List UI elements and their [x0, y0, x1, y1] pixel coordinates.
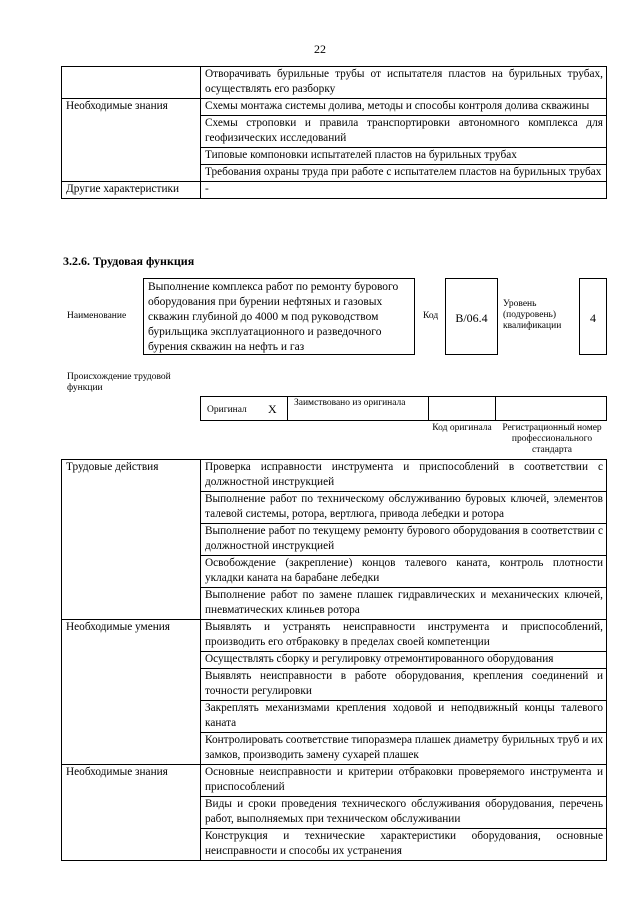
row-text: Освобождение (закрепление) концов талевого каната, контроль плотности укладки каната на барабане лебедки — [201, 556, 607, 588]
level-value: 4 — [579, 278, 607, 355]
row-text: Проверка исправности инструмента и приспособлений в соответствии с должностной инструкцией — [201, 460, 607, 492]
table-row — [62, 99, 607, 116]
table-row — [62, 67, 607, 99]
row-text: Выявлять и устранять неисправности инструмента и приспособлений, производить его отбраковку в пределах своей компетенции — [201, 620, 607, 652]
table-row — [62, 460, 607, 492]
section-heading: 3.2.6. Трудовая функция — [63, 254, 195, 268]
row-text: Схемы строповки и правила транспортировки автономного комплекса для геофизических исследований — [201, 116, 607, 148]
row-text: Выполнение работ по техническому обслуживанию буровых ключей, элементов талевой системы, ротора, вертлюга, привода лебедки и ротора — [201, 492, 607, 524]
row-text: Выполнение работ по замене плашек гидравлических и механических ключей, пневматических клиньев ротора — [201, 588, 607, 620]
row-text: Виды и сроки проведения технического обслуживания оборудования, перечень работ, выполняемых при техническом обслуживании — [201, 797, 607, 829]
table-row — [62, 765, 607, 797]
reg-number-caption: Регистрационный номер профессионального стандарта — [502, 423, 602, 455]
row-text: Основные неисправности и критерии отбраковки проверяемого инструмента и приспособлений — [201, 765, 607, 797]
row-text: Типовые компоновки испытателей пластов на бурильных трубах — [201, 148, 607, 165]
group-label: Трудовые действия — [62, 460, 201, 620]
row-label — [62, 67, 201, 99]
table-row — [62, 182, 607, 199]
row-text: Закреплять механизмами крепления ходовой и неподвижный концы талевого каната — [201, 701, 607, 733]
row-text: Выполнение работ по текущему ремонту бурового оборудования в соответствии с должностной инструкцией — [201, 524, 607, 556]
borrowed-cell: Заимствовано из оригинала — [287, 396, 429, 421]
group-label: Необходимые знания — [62, 765, 201, 861]
name-label: Наименование — [67, 311, 127, 321]
code-original-cell — [428, 396, 496, 421]
original-mark: X — [268, 402, 277, 416]
row-text: Выявлять неисправности в работе оборудования, крепления соединений и точности регулировки — [201, 669, 607, 701]
top-table — [61, 66, 607, 199]
reg-number-cell — [495, 396, 607, 421]
group-label: Необходимые умения — [62, 620, 201, 765]
code-original-caption: Код оригинала — [432, 423, 492, 433]
origin-label: Происхождение трудовой функции — [67, 372, 171, 393]
row-label: Необходимые знания — [62, 99, 201, 182]
code-label: Код — [423, 311, 439, 321]
page-number: 22 — [314, 42, 326, 56]
row-text: - — [201, 182, 607, 199]
original-cell — [200, 396, 288, 421]
level-label: Уровень (подуровень) квалификации — [503, 299, 562, 331]
row-text: Конструкция и технические характеристики оборудования, основные неисправности и способы их устранения — [201, 829, 607, 861]
code-value: B/06.4 — [445, 278, 498, 355]
original-label: Оригинал — [207, 405, 247, 415]
row-text: Осуществлять сборку и регулировку отремонтированного оборудования — [201, 652, 607, 669]
row-text: Схемы монтажа системы долива, методы и способы контроля долива скважины — [201, 99, 607, 116]
function-name: Выполнение комплекса работ по ремонту бурового оборудования при бурении нефтяных и газовых скважин глубиной до 4000 м под руководством бурильщика эксплуатационного и разведочного бурения скважин на нефть и газ — [143, 278, 415, 355]
table-row — [62, 620, 607, 652]
row-text: Требования охраны труда при работе с испытателем пластов на бурильных трубах — [201, 165, 607, 182]
row-text: Контролировать соответствие типоразмера плашек диаметру бурильных труб и их замков, производить замену сухарей плашек — [201, 733, 607, 765]
main-table — [61, 459, 607, 861]
row-label: Другие характеристики — [62, 182, 201, 199]
row-text: Отворачивать бурильные трубы от испытателя пластов на бурильных трубах, осуществлять его разборку — [201, 67, 607, 99]
